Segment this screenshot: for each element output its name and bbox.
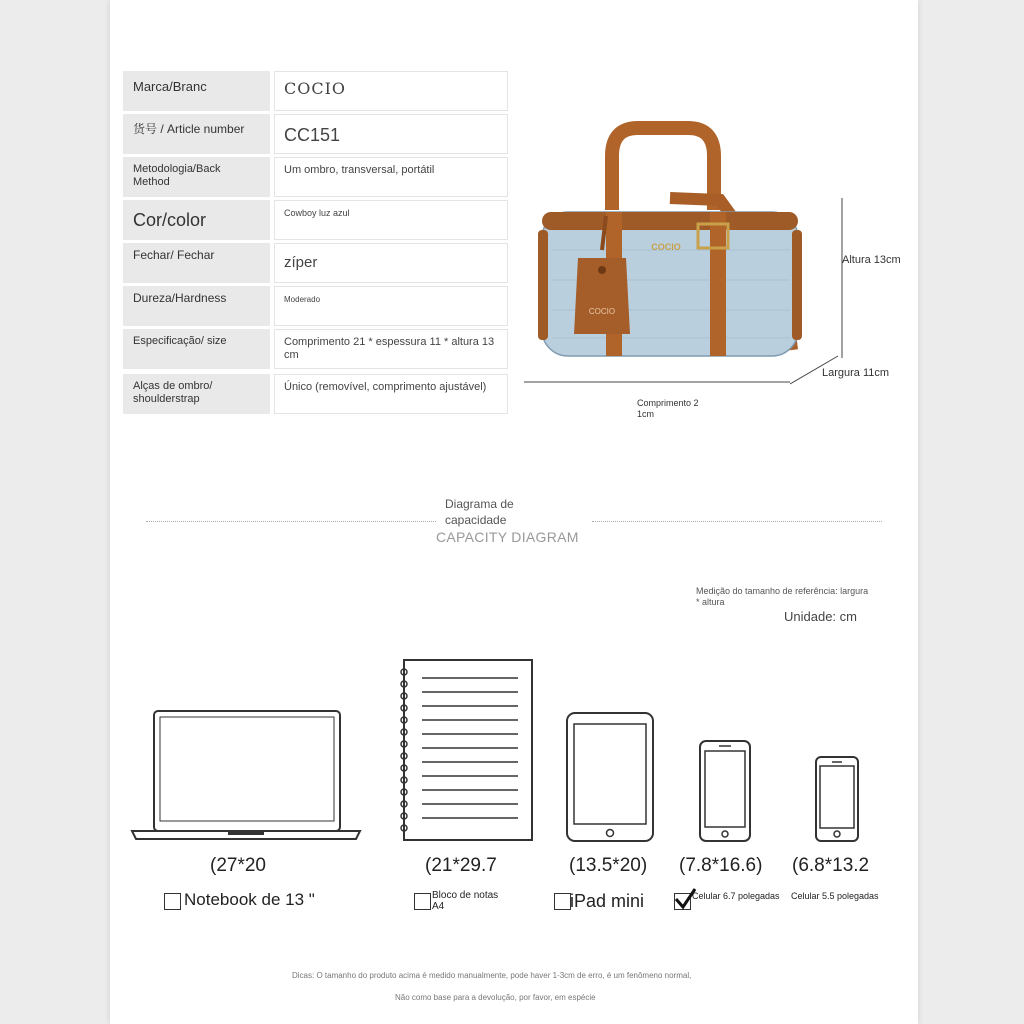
spec-key: Metodologia/Back Method: [123, 157, 270, 197]
unit-label: Unidade: cm: [784, 609, 857, 624]
bag-logo: COCIO: [651, 242, 681, 252]
label-phone-67: Celular 6.7 polegadas: [692, 891, 780, 901]
phone-small-icon: [813, 754, 861, 844]
divider-right: [592, 521, 882, 522]
spec-key: Dureza/Hardness: [123, 286, 270, 326]
width-label: Largura 11cm: [822, 367, 890, 379]
spec-row-color: [123, 200, 508, 240]
footnote-line2: Não como base para a devolução, por favor, em espécie: [395, 993, 596, 1002]
spec-value: COCIO: [274, 71, 508, 111]
checkbox-notebook[interactable]: [164, 893, 181, 910]
phone-large-icon: [697, 738, 753, 844]
spec-value: Cowboy luz azul: [274, 200, 508, 240]
spec-row-closure: [123, 243, 508, 283]
size-ipad: (13.5*20): [569, 855, 648, 876]
height-label: Altura 13cm: [842, 254, 901, 266]
spec-row-size: [123, 329, 508, 369]
laptop-icon: [130, 705, 362, 845]
label-phone-55: Celular 5.5 polegadas: [791, 891, 879, 901]
footnote-line1: Dicas: O tamanho do produto acima é medido manualmente, pode haver 1-3cm de erro, é um fenômeno normal,: [292, 971, 692, 980]
spec-key: Alças de ombro/ shoulderstrap: [123, 374, 270, 414]
length-label: Comprimento 2 1cm: [637, 398, 699, 419]
size-notebook: (27*20: [210, 855, 266, 876]
reference-note: Medição do tamanho de referência: largura * altura: [696, 586, 869, 607]
spec-row-strap: [123, 374, 508, 414]
spec-value: zíper: [274, 243, 508, 283]
product-bag-illustration: [520, 120, 910, 430]
spec-key: Fechar/ Fechar: [123, 243, 270, 283]
spec-row-hardness: [123, 286, 508, 326]
spec-key: Marca/Branc: [123, 71, 270, 111]
size-phone-55: (6.8*13.2: [792, 855, 870, 876]
spec-value: Moderado: [274, 286, 508, 326]
spec-key: Especificação/ size: [123, 329, 270, 369]
capacity-title-pt: Diagrama de capacidade: [445, 497, 514, 527]
label-notebook: Notebook de 13 ": [184, 890, 315, 909]
spec-value: Comprimento 21 * espessura 11 * altura 13 cm: [274, 329, 508, 369]
notebook-icon: [396, 656, 536, 844]
spec-value: Único (removível, comprimento ajustável): [274, 374, 508, 414]
label-ipad: iPad mini: [570, 891, 645, 911]
capacity-title-en: CAPACITY DIAGRAM: [436, 529, 579, 545]
size-phone-67: (7.8*16.6): [679, 855, 763, 876]
checkbox-a4[interactable]: [414, 893, 431, 910]
spec-key: 货号 / Article number: [123, 114, 270, 154]
tag-logo: COCIO: [588, 307, 616, 316]
size-a4: (21*29.7: [425, 855, 497, 876]
spec-row-brand: [123, 71, 508, 111]
spec-value: Um ombro, transversal, portátil: [274, 157, 508, 197]
checkbox-ipad[interactable]: [554, 893, 571, 910]
spec-value: CC151: [274, 114, 508, 154]
divider-left: [146, 521, 436, 522]
label-a4: Bloco de notas A4: [432, 890, 499, 912]
tablet-icon: [564, 710, 656, 844]
spec-row-article: [123, 114, 508, 154]
spec-key: Cor/color: [123, 200, 270, 240]
spec-row-method: [123, 157, 508, 197]
